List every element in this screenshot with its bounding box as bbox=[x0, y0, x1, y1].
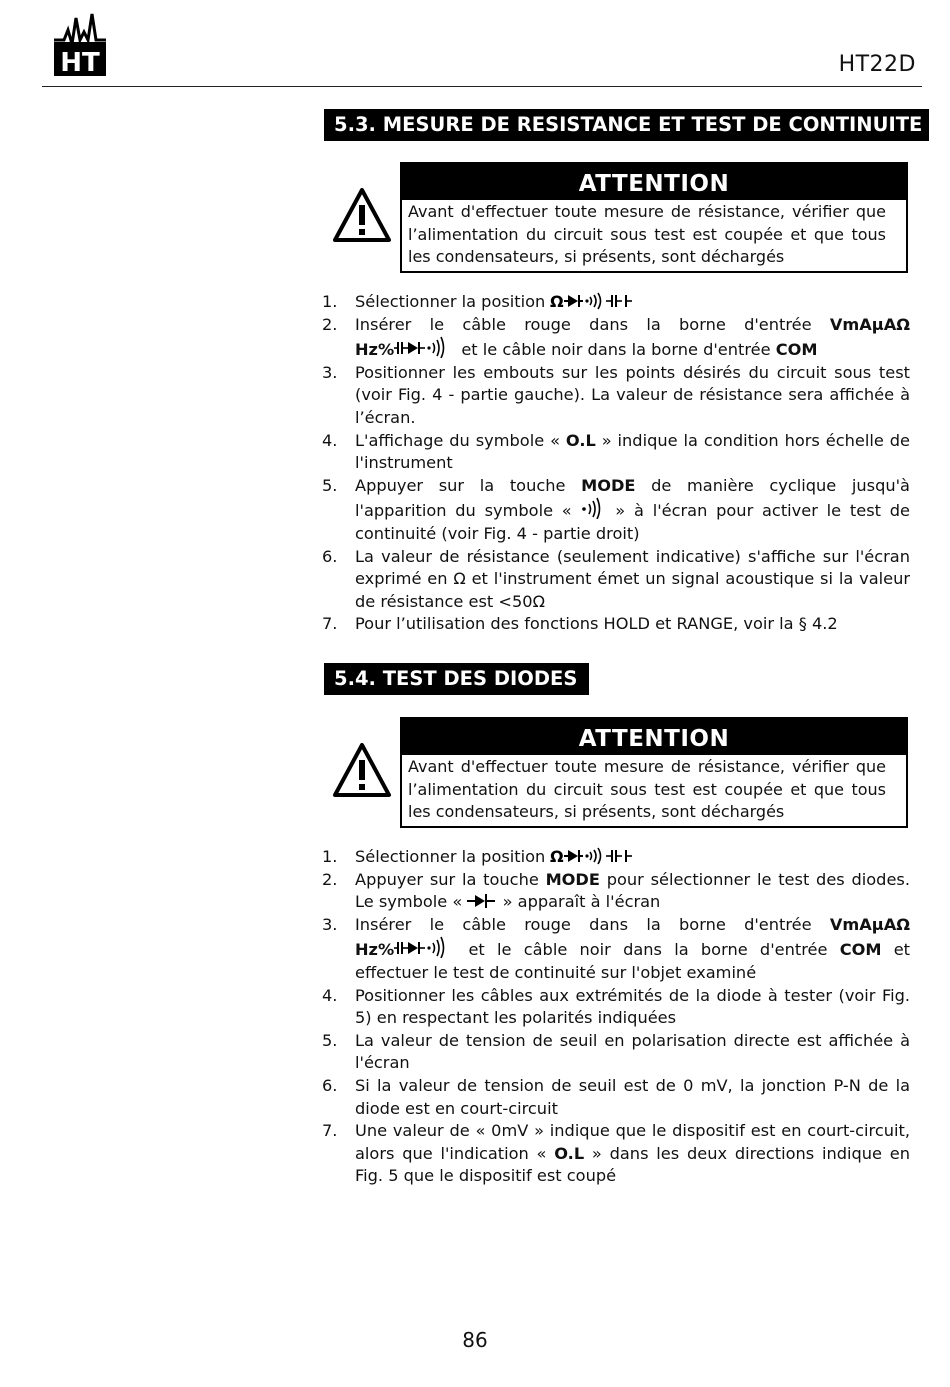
warning-triangle-icon bbox=[332, 742, 392, 798]
svg-text:Ω: Ω bbox=[550, 847, 565, 865]
attention-box bbox=[400, 717, 908, 828]
attention-box bbox=[400, 162, 908, 273]
list-item: Hz% et le câble noir dans la borne d'entrée COM et effectuer le test de continuité sur l'objet examiné bbox=[322, 936, 910, 984]
function-selector-symbol-icon bbox=[550, 292, 634, 310]
continuity-beep-icon bbox=[581, 497, 607, 519]
steps-list-5-3 bbox=[322, 291, 910, 636]
ht-logo-icon bbox=[52, 10, 108, 78]
list-item: 5. La valeur de tension de seuil en polarisation directe est affichée à l'écran bbox=[322, 1030, 910, 1073]
list-item: 6. Si la valeur de tension de seuil est de 0 mV, la jonction P-N de la diode est en court-circuit bbox=[322, 1075, 910, 1118]
svg-text:Ω: Ω bbox=[550, 292, 565, 310]
list-item: 3. Positionner les embouts sur les points désirés du circuit sous test (voir Fig. 4 - partie gauche). La valeur de résistance sera affichée à l’écran. bbox=[322, 362, 910, 427]
diode-icon bbox=[467, 892, 497, 910]
section-heading-5-4: 5.4. TEST DES DIODES bbox=[324, 663, 589, 695]
list-item: 2. Insérer le câble rouge dans la borne d'entrée VmAμAΩ bbox=[322, 314, 910, 334]
model-label: HT22D bbox=[838, 52, 916, 77]
function-selector-symbol-icon bbox=[550, 847, 634, 865]
steps-list-5-4 bbox=[322, 846, 910, 1188]
capacitor-diode-continuity-icon bbox=[394, 336, 456, 358]
list-item: Hz% et le câble noir dans la borne d'entrée COM bbox=[322, 314, 910, 362]
list-item: 6. La valeur de résistance (seulement indicative) s'affiche sur l'écran exprimé en Ω et l'instrument émet un signal acoustique si la valeur de résistance est <50Ω bbox=[322, 546, 910, 611]
capacitor-diode-continuity-icon bbox=[394, 936, 456, 958]
list-item: 4. L'affichage du symbole « O.L » indique la condition hors échelle de l'instrument bbox=[322, 430, 910, 473]
attention-text: Avant d'effectuer toute mesure de résistance, vérifier que l’alimentation du circuit sous test est coupée et que tous les condensateurs, si présents, sont déchargés bbox=[408, 757, 886, 821]
list-item: 5. Appuyer sur la touche MODE de manière cyclique jusqu'à l'apparition du symbole « » à l'écran pour activer le test de continuité (voir Fig. 4 - partie droit) bbox=[322, 475, 911, 543]
section-heading-5-3: 5.3. MESURE DE RESISTANCE ET TEST DE CONTINUITE bbox=[324, 109, 929, 141]
list-item: 7. Pour l’utilisation des fonctions HOLD et RANGE, voir la § 4.2 bbox=[322, 614, 838, 634]
list-item: 1. Sélectionner la position Ω bbox=[322, 291, 910, 314]
list-item: 4. Positionner les câbles aux extrémités de la diode à tester (voir Fig. 5) en respectant les polarités indiquées bbox=[322, 985, 910, 1028]
attention-text: Avant d'effectuer toute mesure de résistance, vérifier que l’alimentation du circuit sous test est coupée et que tous les condensateurs, si présents, sont déchargés bbox=[408, 202, 886, 266]
logo-text: HT bbox=[60, 48, 100, 78]
attention-title: ATTENTION bbox=[402, 719, 906, 755]
page-number: 86 bbox=[462, 1328, 488, 1352]
header-rule bbox=[42, 86, 922, 87]
list-item: 1. Sélectionner la position Ω bbox=[322, 846, 910, 869]
attention-title: ATTENTION bbox=[402, 164, 906, 200]
list-item: 3. Insérer le câble rouge dans la borne d'entrée VmAμAΩ bbox=[322, 914, 910, 934]
warning-triangle-icon bbox=[332, 187, 392, 243]
list-item: 7. Une valeur de « 0mV » indique que le dispositif est en court-circuit, alors que l'indication « O.L » dans les deux directions indique en Fig. 5 que le dispositif est coupé bbox=[322, 1121, 911, 1186]
list-item: 2. Appuyer sur la touche MODE pour sélectionner le test des diodes. Le symbole « » apparaît à l'écran bbox=[322, 869, 910, 912]
